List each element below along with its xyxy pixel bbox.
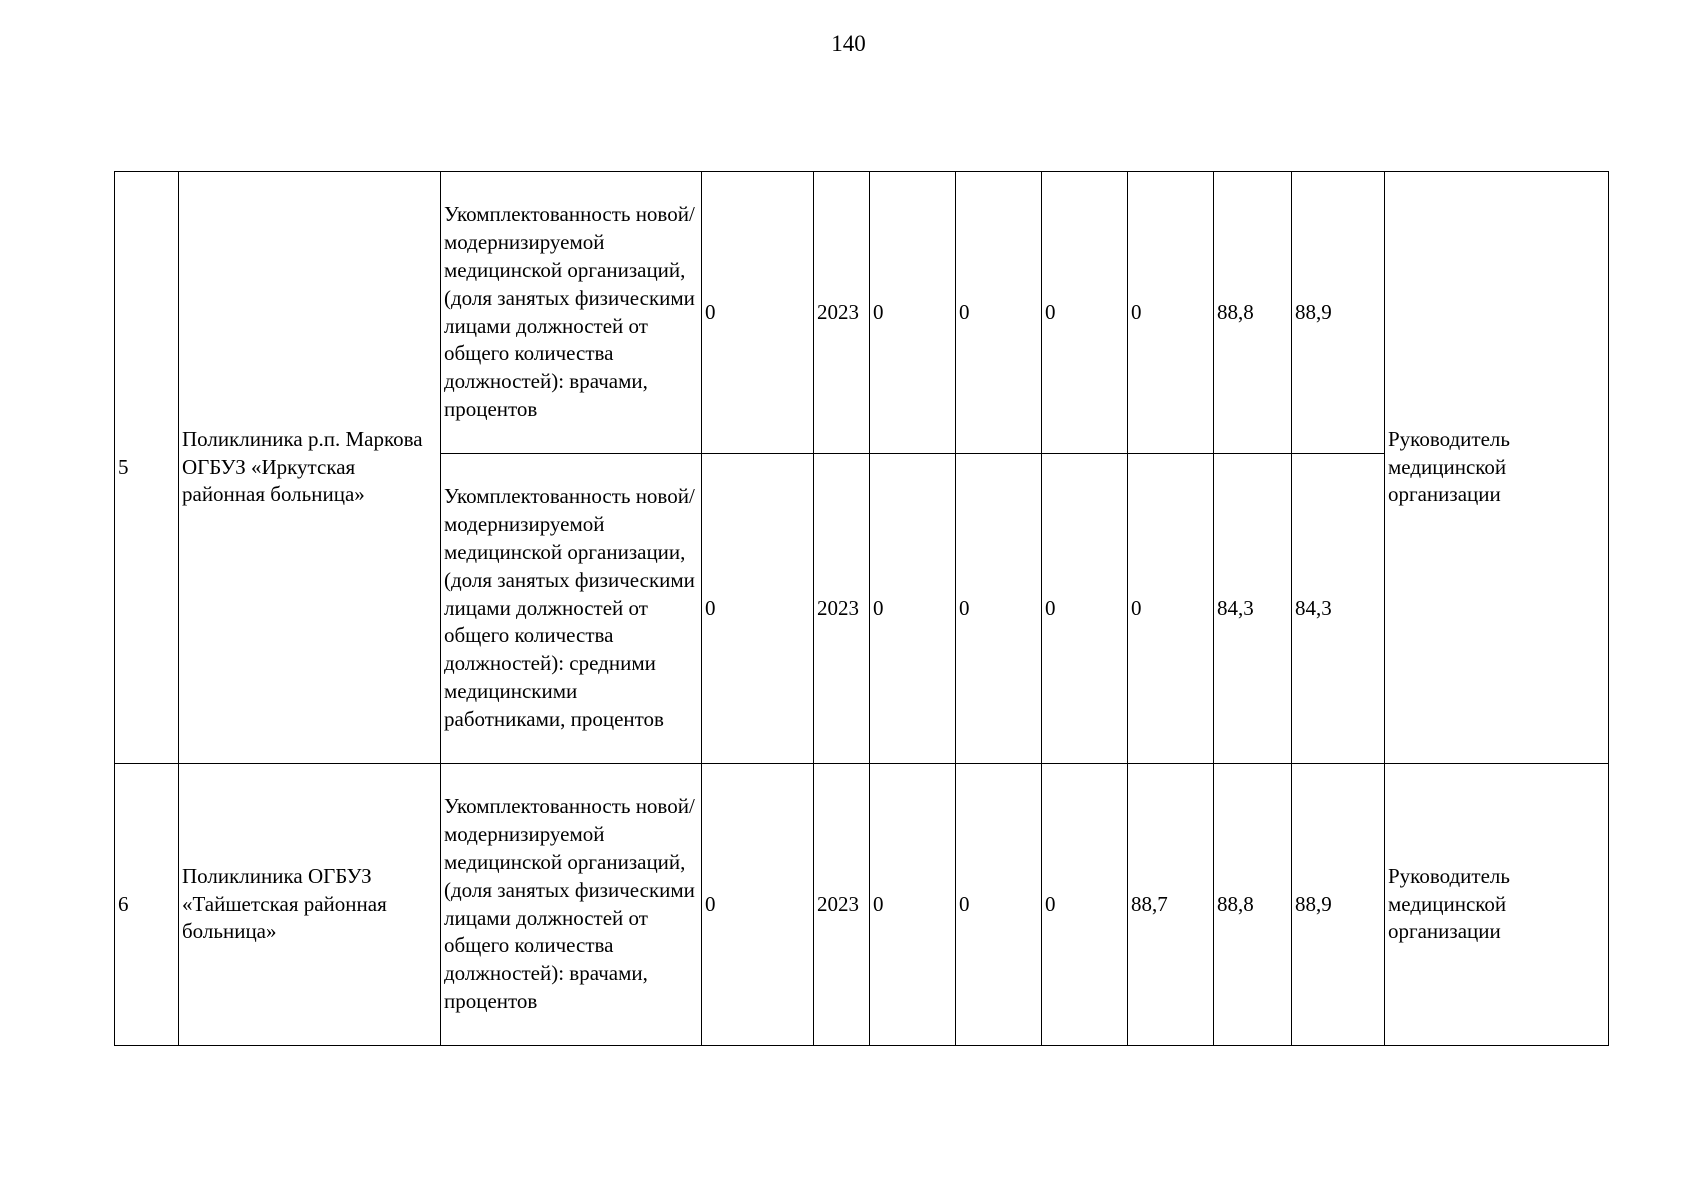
base-value-cell: 0 — [702, 172, 814, 454]
value-cell: 0 — [1042, 764, 1128, 1046]
indicator-name-cell: Укомплектованность новой/модернизируемой медицинской организаций, (доля занятых физическими лицами должностей от общего количества должностей): врачами, процентов — [441, 764, 702, 1046]
value-cell: 88,9 — [1292, 764, 1385, 1046]
row-number-cell: 5 — [115, 172, 179, 764]
value-cell: 84,3 — [1292, 454, 1385, 764]
indicator-name-cell: Укомплектованность новой/модернизируемой медицинской организаций, (доля занятых физическими лицами должностей от общего количества должностей): врачами, процентов — [441, 172, 702, 454]
value-cell: 0 — [956, 172, 1042, 454]
value-cell: 88,8 — [1214, 764, 1292, 1046]
value-cell: 88,8 — [1214, 172, 1292, 454]
value-cell: 0 — [1042, 454, 1128, 764]
responsible-cell: Руководитель медицинской организации — [1385, 764, 1609, 1046]
row-number-cell: 6 — [115, 764, 179, 1046]
base-value-cell: 0 — [702, 454, 814, 764]
organization-cell: Поликлиника ОГБУЗ «Тайшетская районная больница» — [179, 764, 441, 1046]
page-number: 140 — [831, 31, 866, 56]
value-cell: 0 — [870, 454, 956, 764]
value-cell: 0 — [1128, 454, 1214, 764]
base-year-cell: 2023 — [814, 764, 870, 1046]
value-cell: 0 — [1042, 172, 1128, 454]
responsible-cell: Руководитель медицинской организации — [1385, 172, 1609, 764]
program-table — [114, 171, 1609, 1046]
indicator-name-cell: Укомплектованность новой/модернизируемой медицинской организации, (доля занятых физическими лицами должностей от общего количества должностей): средними медицинскими работниками, процентов — [441, 454, 702, 764]
value-cell: 0 — [1128, 172, 1214, 454]
value-cell: 0 — [870, 764, 956, 1046]
organization-cell: Поликлиника р.п. Маркова ОГБУЗ «Иркутская районная больница» — [179, 172, 441, 764]
base-year-cell: 2023 — [814, 172, 870, 454]
base-value-cell: 0 — [702, 764, 814, 1046]
table-row — [115, 764, 1609, 1046]
value-cell: 88,9 — [1292, 172, 1385, 454]
table-row — [115, 172, 1609, 454]
value-cell: 84,3 — [1214, 454, 1292, 764]
value-cell: 88,7 — [1128, 764, 1214, 1046]
value-cell: 0 — [870, 172, 956, 454]
value-cell: 0 — [956, 454, 1042, 764]
value-cell: 0 — [956, 764, 1042, 1046]
base-year-cell: 2023 — [814, 454, 870, 764]
